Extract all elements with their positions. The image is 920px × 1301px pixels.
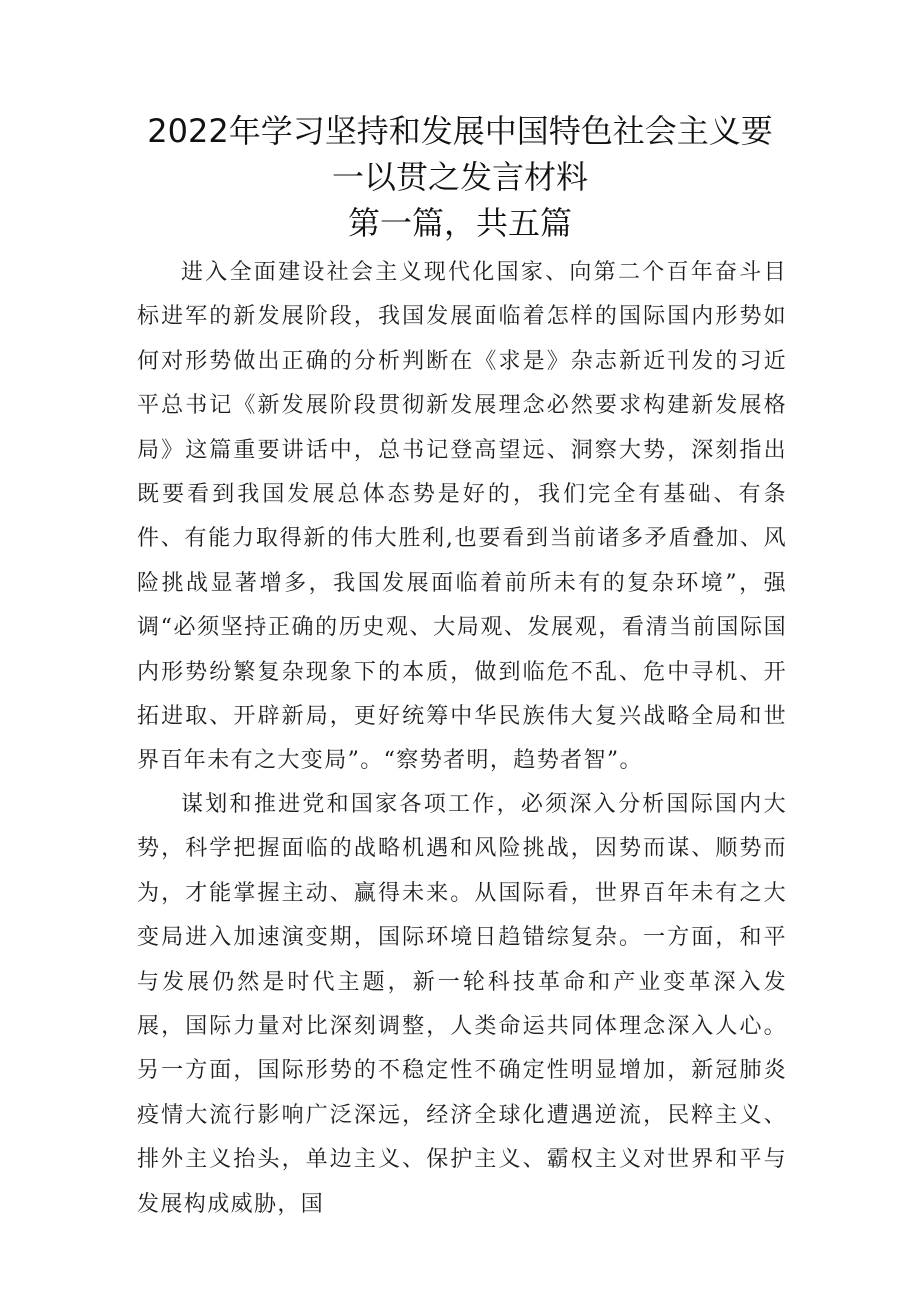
document-subtitle: 第一篇，共五篇 [347,204,572,242]
body-paragraph-2: 谋划和推进党和国家各项工作，必须深入分析国际国内大势，科学把握面临的战略机遇和风险挑战，因势而谋、顺势而为，才能掌握主动、赢得未来。从国际看，世界百年未有之大变局进入加速演变期，国际环境日趋错综复杂。一方面，和平与发展仍然是时代主题，新一轮科技革命和产业变革深入发展，国际力量对比深刻调整，人类命运共同体理念深入人心。另一方面，国际形势的不稳定性不确定性明显增加，新冠肺炎疫情大流行影响广泛深远，经济全球化遭遇逆流，民粹主义、排外主义抬头，单边主义、保护主义、霸权主义对世界和平与发展构成威胁，国 [137,792,787,1217]
document-title-line-1: 2022年学习坚持和发展中国特色社会主义要 [147,112,773,150]
document-title-line-2: 一以贯之发言材料 [331,158,588,196]
body-paragraph-1: 进入全面建设社会主义现代化国家、向第二个百年奋斗目标进军的新发展阶段，我国发展面临着怎样的国际国内形势如何对形势做出正确的分析判断在《求是》杂志新近刊发的习近平总书记《新发展阶段贯彻新发展理念必然要求构建新发展格局》这篇重要讲话中，总书记登高望远、洞察大势，深刻指出既要看到我国发展总体态势是好的，我们完全有基础、有条件、有能力取得新的伟大胜利,也要看到当前诸多矛盾叠加、风险挑战显著增多，我国发展面临着前所未有的复杂环境”，强调“必须坚持正确的历史观、大局观、发展观，看清当前国际国内形势纷繁复杂现象下的本质，做到临危不乱、危中寻机、开拓进取、开辟新局，更好统筹中华民族伟大复兴战略全局和世界百年未有之大变局”。“察势者明，趋势者智”。 [137,260,787,774]
